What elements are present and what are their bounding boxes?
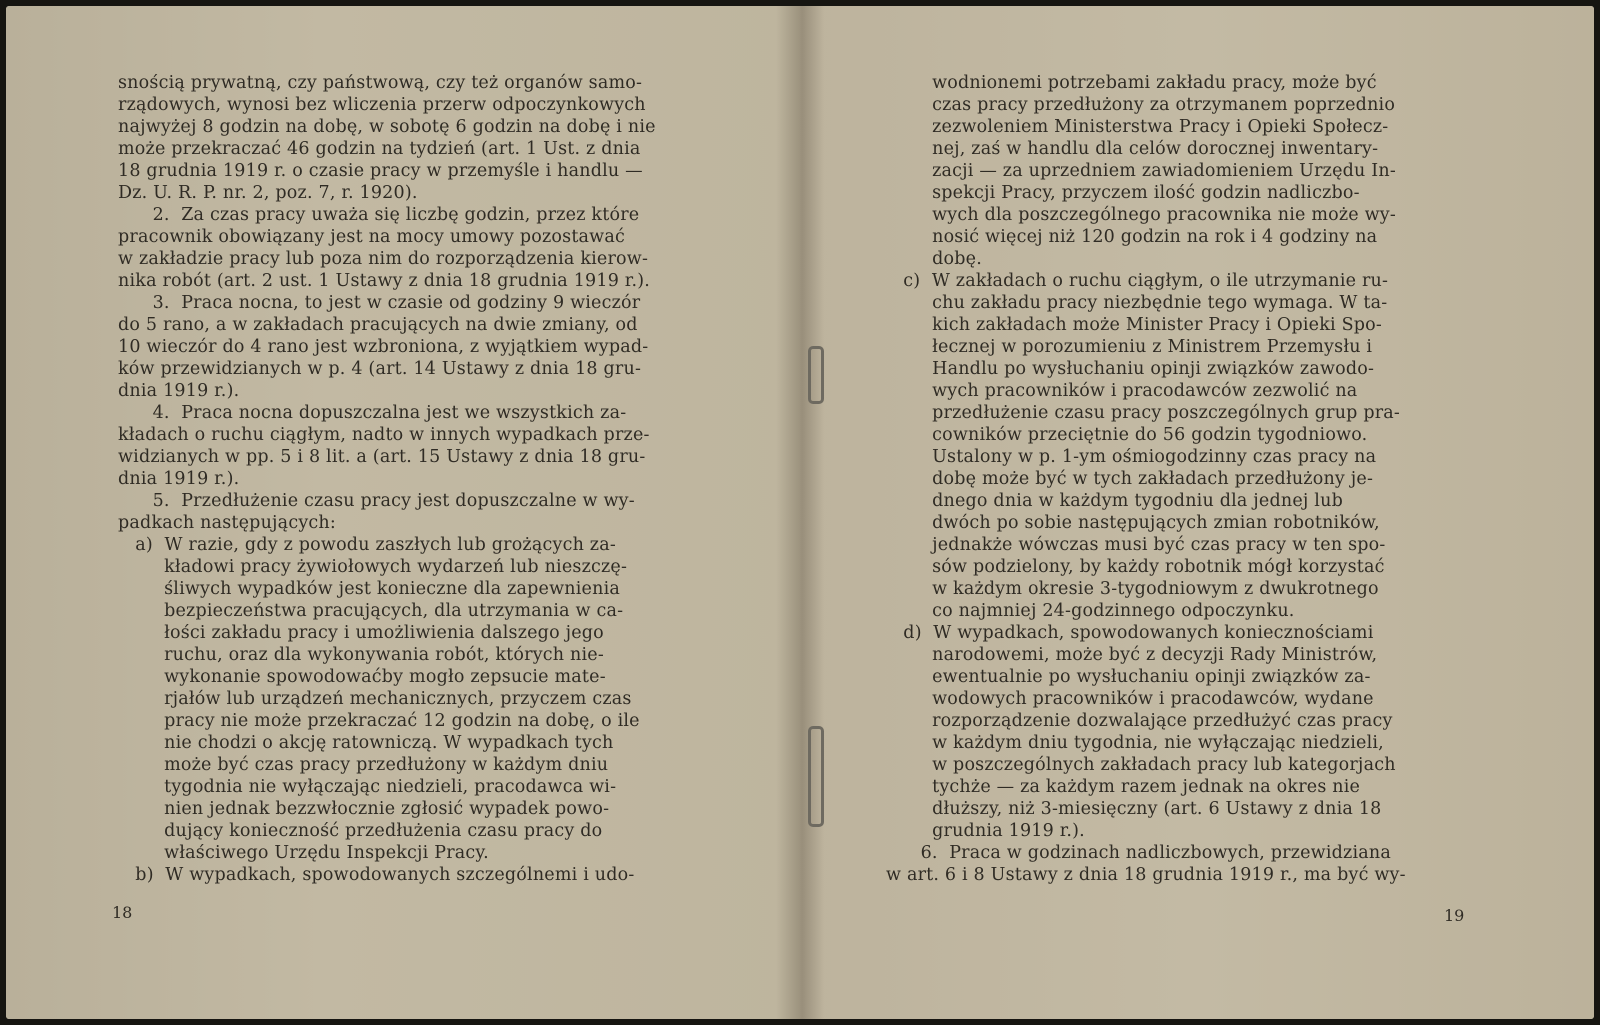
page-number-left: 18 xyxy=(112,903,133,922)
text-line: dobę. xyxy=(886,249,982,269)
staple-top xyxy=(808,346,824,404)
book-gutter xyxy=(776,6,824,1019)
text-line: kładowi pracy żywiołowych wydarzeń lub nieszczę- xyxy=(118,557,628,577)
text-line: wykonanie spowodowaćby mogło zepsucie mate- xyxy=(118,667,606,687)
book-spread xyxy=(6,6,1594,1019)
text-line: sów podzielony, by każdy robotnik mógł korzystać xyxy=(886,557,1385,577)
text-line: tygodnia nie wyłączając niedzieli, pracodawca wi- xyxy=(118,777,617,797)
text-line: do 5 rano, a w zakładach pracujących na dwie zmiany, od xyxy=(118,315,638,335)
text-line: właściwego Urzędu Inspekcji Pracy. xyxy=(118,843,489,863)
text-line: ków przewidzianych w p. 4 (art. 14 Ustawy z dnia 18 gru- xyxy=(118,359,642,379)
text-line: rozporządzenie dozwalające przedłużyć czas pracy xyxy=(886,711,1393,731)
text-line: 3. Praca nocna, to jest w czasie od godziny 9 wieczór xyxy=(118,293,641,313)
text-line: przedłużenie czasu pracy poszczególnych grup pra- xyxy=(886,403,1401,423)
text-line: 4. Praca nocna dopuszczalna jest we wszystkich za- xyxy=(118,403,627,423)
text-line: jednakże wówczas musi być czas pracy w ten spo- xyxy=(886,535,1386,555)
text-line: dujący konieczność przedłużenia czasu pracy do xyxy=(118,821,603,841)
text-line: wodowych pracowników i pracodawców, wydane xyxy=(886,689,1374,709)
text-line: pracy nie może przekraczać 12 godzin na dobę, o ile xyxy=(118,711,640,731)
text-line: może być czas pracy przedłużony w każdym dniu xyxy=(118,755,609,775)
text-line: nien jednak bezzwłocznie zgłosić wypadek powo- xyxy=(118,799,610,819)
text-line: w każdym dniu tygodnia, nie wyłączając niedzieli, xyxy=(886,733,1384,753)
text-line: zacji — za uprzedniem zawiadomieniem Urzędu In- xyxy=(886,161,1396,181)
text-line: nie chodzi o akcję ratowniczą. W wypadkach tych xyxy=(118,733,614,753)
text-line: może przekraczać 46 godzin na tydzień (art. 1 Ust. z dnia xyxy=(118,139,641,159)
text-line: bezpieczeństwa pracujących, dla utrzymania w ca- xyxy=(118,601,624,621)
text-line: 2. Za czas pracy uważa się liczbę godzin, przez które xyxy=(118,205,640,225)
left-page-text xyxy=(118,72,738,886)
text-line: rządowych, wynosi bez wliczenia przerw odpoczynkowych xyxy=(118,95,646,115)
text-line: wodnionemi potrzebami zakładu pracy, może być xyxy=(886,73,1377,93)
text-line: padkach następujących: xyxy=(118,513,336,533)
text-line: kładach o ruchu ciągłym, nadto w innych wypadkach prze- xyxy=(118,425,650,445)
text-line: 10 wieczór do 4 rano jest wzbroniona, z wyjątkiem wypad- xyxy=(118,337,649,357)
text-line: co najmniej 24-godzinnego odpoczynku. xyxy=(886,601,1295,621)
text-line: pracownik obowiązany jest na mocy umowy pozostawać xyxy=(118,227,625,247)
text-line: snością prywatną, czy państwową, czy też organów samo- xyxy=(118,73,643,93)
text-line: wych pracowników i pracodawców zezwolić na xyxy=(886,381,1358,401)
page-number-right: 19 xyxy=(1444,906,1465,925)
text-line: dnego dnia w każdym tygodniu dla jednej lub xyxy=(886,491,1343,511)
text-line: chu zakładu pracy niezbędnie tego wymaga. W ta- xyxy=(886,293,1388,313)
text-line: kich zakładach może Minister Pracy i Opieki Spo- xyxy=(886,315,1383,335)
text-line: łecznej w porozumieniu z Ministrem Przemysłu i xyxy=(886,337,1373,357)
text-line: c) W zakładach o ruchu ciągłym, o ile utrzymanie ru- xyxy=(886,271,1389,291)
text-line: b) W wypadkach, spowodowanych szczególnemi i udo- xyxy=(118,865,635,885)
text-line: dnia 1919 r.). xyxy=(118,469,240,489)
text-line: ruchu, oraz dla wykonywania robót, których nie- xyxy=(118,645,604,665)
text-line: spekcji Pracy, przyczem ilość godzin nadliczbo- xyxy=(886,183,1360,203)
text-line: 5. Przedłużenie czasu pracy jest dopuszczalne w wy- xyxy=(118,491,635,511)
text-line: rjałów lub urządzeń mechanicznych, przyczem czas xyxy=(118,689,632,709)
text-line: w zakładzie pracy lub poza nim do rozporządzenia kierow- xyxy=(118,249,649,269)
text-line: wych dla poszczególnego pracownika nie może wy- xyxy=(886,205,1396,225)
text-line: dobę może być w tych zakładach przedłużony je- xyxy=(886,469,1374,489)
text-line: nej, zaś w handlu dla celów dorocznej inwentary- xyxy=(886,139,1379,159)
text-line: śliwych wypadków jest konieczne dla zapewnienia xyxy=(118,579,621,599)
text-line: nosić więcej niż 120 godzin na rok i 4 godziny na xyxy=(886,227,1378,247)
staple-bottom xyxy=(808,726,824,827)
text-line: tychże — za każdym razem jednak na okres nie xyxy=(886,777,1361,797)
text-line: najwyżej 8 godzin na dobę, w sobotę 6 godzin na dobę i nie xyxy=(118,117,656,137)
text-line: ewentualnie po wysłuchaniu opinji związków za- xyxy=(886,667,1371,687)
text-line: w poszczególnych zakładach pracy lub kategorjach xyxy=(886,755,1396,775)
text-line: w każdym okresie 3-tygodniowym z dwukrotnego xyxy=(886,579,1379,599)
text-line: zezwoleniem Ministerstwa Pracy i Opieki Społecz- xyxy=(886,117,1389,137)
text-line: Ustalony w p. 1-ym ośmiogodzinny czas pracy na xyxy=(886,447,1377,467)
text-line: widzianych w pp. 5 i 8 lit. a (art. 15 Ustawy z dnia 18 gru- xyxy=(118,447,646,467)
text-line: d) W wypadkach, spowodowanych koniecznościami xyxy=(886,623,1374,643)
text-line: a) W razie, gdy z powodu zaszłych lub grożących za- xyxy=(118,535,616,555)
right-page-text xyxy=(886,72,1506,886)
text-line: dnia 1919 r.). xyxy=(118,381,240,401)
text-line: 6. Praca w godzinach nadliczbowych, przewidziana xyxy=(886,843,1392,863)
text-line: czas pracy przedłużony za otrzymanem poprzednio xyxy=(886,95,1396,115)
text-line: Handlu po wysłuchaniu opinji związków zawodo- xyxy=(886,359,1375,379)
text-line: grudnia 1919 r.). xyxy=(886,821,1085,841)
text-line: Dz. U. R. P. nr. 2, poz. 7, r. 1920). xyxy=(118,183,418,203)
text-line: cowników przeciętnie do 56 godzin tygodniowo. xyxy=(886,425,1368,445)
text-line: dwóch po sobie następujących zmian robotników, xyxy=(886,513,1380,533)
text-line: narodowemi, może być z decyzji Rady Ministrów, xyxy=(886,645,1378,665)
text-line: dłuższy, niż 3-miesięczny (art. 6 Ustawy z dnia 18 xyxy=(886,799,1382,819)
text-line: w art. 6 i 8 Ustawy z dnia 18 grudnia 1919 r., ma być wy- xyxy=(886,865,1406,885)
text-line: nika robót (art. 2 ust. 1 Ustawy z dnia 18 grudnia 1919 r.). xyxy=(118,271,650,291)
text-line: łości zakładu pracy i umożliwienia dalszego jego xyxy=(118,623,604,643)
text-line: 18 grudnia 1919 r. o czasie pracy w przemyśle i handlu — xyxy=(118,161,643,181)
